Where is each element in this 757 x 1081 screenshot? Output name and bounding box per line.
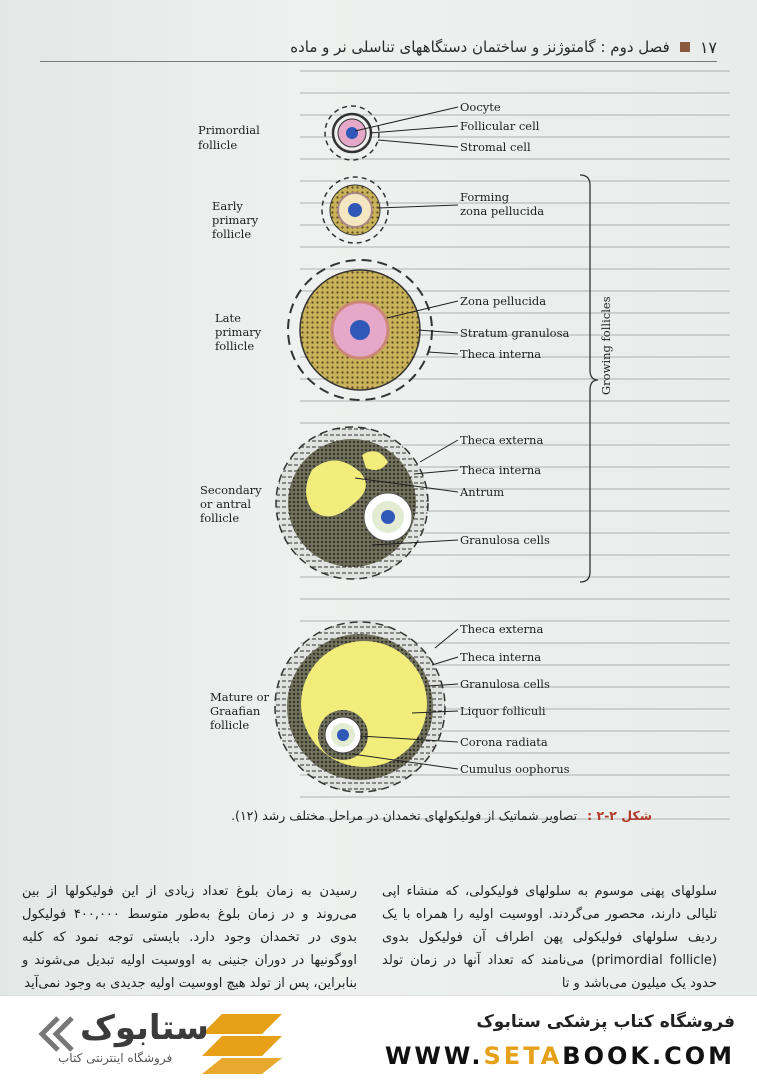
left-column-text: رسیدن به زمان بلوغ تعداد زیادی از این فولیکولها از بین می‌روند و در زمان بلوغ به‌طور متوسط ۴۰۰,۰۰۰ فولیکول بدوی در تخمدان وجود دارد. بایستی توجه نمود که کلیه اووگونیها در دوران جنینی به اووسیت اولیه تبدیل می‌شوند و بنابراین، پس از تولد هیچ اووسیت اولیه جدیدی به وجود نمی‌آید — [22, 884, 357, 991]
label-liquor-folliculi: Liquor folliculi — [460, 704, 546, 718]
label-theca-interna-2: Theca interna — [460, 463, 542, 477]
stage-mature-line-1: Mature or — [210, 690, 270, 704]
label-forming-1: Forming — [460, 190, 510, 204]
store-banner — [0, 995, 757, 1081]
label-granulosa-cells-3: Granulosa cells — [460, 677, 550, 691]
body-left-column — [22, 880, 357, 995]
right-column-text: سلولهای پهنی موسوم به سلولهای فولیکولی، که منشاء اپی تلیالی دارند، محصور می‌گردند. اووسیت اولیه را همراه با یک ردیف سلولهای فولیکولی پهن اطراف آن فولیکول بدوی (primordial follicle) می‌نامند که تعداد آنها در زمان تولد حدود یک میلیون می‌باشد و تا — [382, 884, 718, 991]
stage-mature-line-2: Graafian — [210, 704, 261, 718]
bracket-label: Growing follicles — [599, 296, 613, 395]
stage-late-line-3: follicle — [215, 339, 255, 353]
stage-late-line-2: primary — [215, 325, 262, 339]
label-forming-2: zona pellucida — [460, 204, 545, 218]
stage-early-line-1: Early — [212, 199, 243, 213]
label-stromal-cell: Stromal cell — [460, 140, 531, 154]
store-name: فروشگاه کتاب پزشکی ستابوک — [476, 1012, 735, 1032]
caption-text: تصاویر شماتیک از فولیکولهای تخمدان در مراحل مختلف رشد (۱۲). — [231, 808, 578, 823]
url-highlight: SETA — [483, 1042, 563, 1070]
stage-late-line-1: Late — [215, 311, 241, 325]
logo-wordmark: ستابوک — [80, 1008, 209, 1048]
stage-secondary-line-1: Secondary — [200, 483, 262, 497]
label-antrum: Antrum — [460, 485, 505, 499]
logo-subtitle: فروشگاه اینترنتی کتاب — [58, 1051, 173, 1065]
early-primary-follicle — [322, 177, 388, 243]
label-corona-radiata: Corona radiata — [460, 735, 548, 749]
logo-arrows-icon — [42, 1018, 72, 1050]
url-prefix: WWW. — [384, 1042, 484, 1070]
late-primary-follicle — [288, 260, 432, 400]
body-right-column — [382, 880, 717, 995]
stage-primordial-line-2: follicle — [198, 138, 238, 152]
stage-secondary-line-2: or antral — [200, 497, 251, 511]
graafian-follicle — [275, 622, 445, 792]
url-suffix: BOOK.COM — [562, 1042, 735, 1070]
page-number: ۱۷ — [699, 37, 717, 57]
store-url[interactable] — [385, 1042, 735, 1070]
label-zona-pellucida: Zona pellucida — [460, 294, 547, 308]
figure-caption — [92, 808, 652, 823]
label-cumulus-oophorus: Cumulus oophorus — [460, 762, 570, 776]
secondary-follicle — [276, 427, 428, 579]
stage-labels — [198, 123, 270, 732]
label-theca-interna-3: Theca interna — [460, 650, 542, 664]
stage-early-line-3: follicle — [212, 227, 252, 241]
label-theca-externa-2: Theca externa — [460, 433, 544, 447]
growing-follicles-bracket — [580, 175, 598, 582]
label-follicular-cell: Follicular cell — [460, 119, 540, 133]
label-stratum-granulosa: Stratum granulosa — [460, 326, 570, 340]
label-oocyte: Oocyte — [460, 100, 501, 114]
stage-mature-line-3: follicle — [210, 718, 250, 732]
stage-early-line-2: primary — [212, 213, 259, 227]
chapter-title: فصل دوم : گامتوژنز و ساختمان دستگاههای تناسلی نر و ماده — [290, 38, 670, 56]
label-theca-externa-3: Theca externa — [460, 622, 544, 636]
stage-secondary-line-3: follicle — [200, 511, 240, 525]
logo-chevron-icon — [202, 1014, 282, 1074]
stage-primordial-line-1: Primordial — [198, 123, 260, 137]
label-granulosa-cells-2: Granulosa cells — [460, 533, 550, 547]
caption-number: شکل ۲-۲ : — [587, 808, 652, 823]
label-theca-interna-1: Theca interna — [460, 347, 542, 361]
